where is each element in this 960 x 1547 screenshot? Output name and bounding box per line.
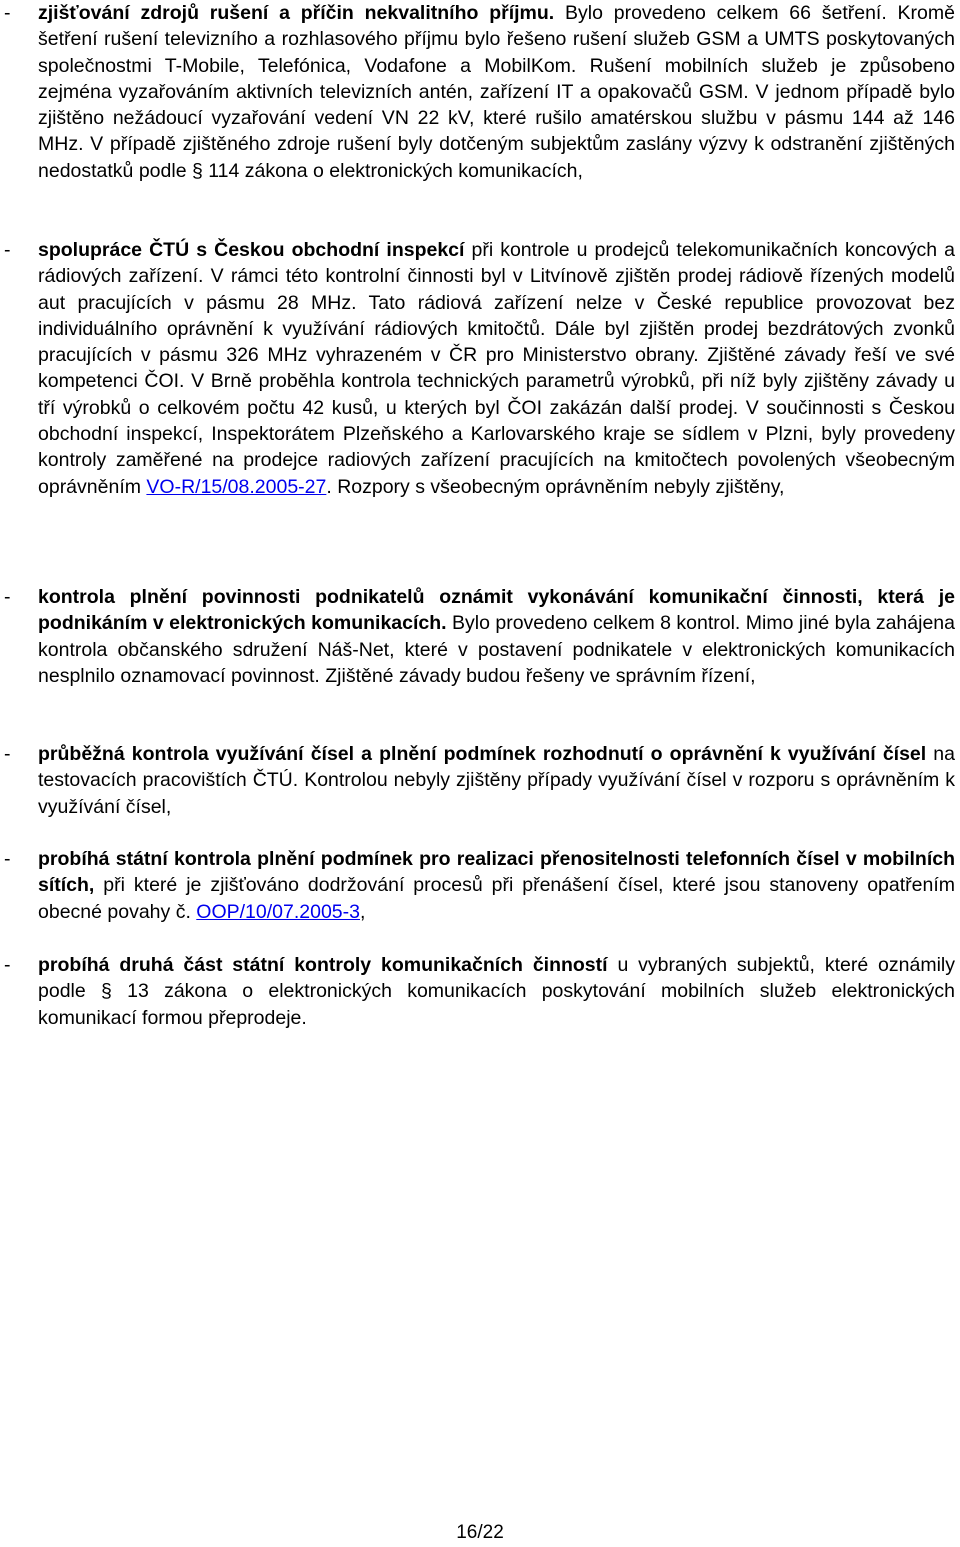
list-item — [0, 846, 960, 925]
item-heading: probíhá státní kontrola plnění podmínek pro realizaci přenositelnosti telefonních čísel v mobilních sítích, — [38, 848, 955, 897]
list-dash: - — [4, 239, 11, 261]
list-item — [0, 0, 960, 184]
item-heading: zjišťování zdrojů rušení a příčin nekvalitního příjmu. — [38, 2, 555, 24]
item-heading: probíhá druhá část státní kontroly komunikačních činností — [38, 954, 608, 976]
list-dash: - — [4, 2, 11, 24]
list-item — [0, 237, 960, 500]
item-body: Bylo provedeno celkem 66 šetření. Kromě šetření rušení televizního a rozhlasového příjmu bylo řešeno rušení služeb GSM a UMTS poskytovaných společnostmi T-Mobile, Telefónica, Vodafone a MobilKom. Rušení mobilních služeb je způsobeno zejména vyzařováním aktivních televizních antén, zařízení IT a opakovačů GSM. V jednom případě bylo zjištěno nežádoucí vyzařování vedení VN 22 kV, které rušilo amatérskou službu v pásmu 144 až 146 MHz. V případě zjištěného zdroje rušení byly dotčeným subjektům zaslány výzvy k odstranění zjištěných nedostatků podle § 114 zákona o elektronických komunikacích, — [38, 2, 955, 182]
item-heading: kontrola plnění povinnosti podnikatelů oznámit vykonávání komunikační činnosti, která je podnikáním v elektronických komunikacích. — [38, 586, 955, 635]
item-body-end: , — [359, 900, 366, 923]
list-item-text — [38, 584, 955, 689]
list-dash: - — [4, 954, 11, 976]
list-item-text — [38, 846, 955, 925]
item-body: na testovacích pracovištích ČTÚ. Kontrolou nebyly zjištěny případy využívání čísel v rozporu s oprávněním k využívání čísel, — [38, 743, 955, 818]
item-heading: spolupráce ČTÚ s Českou obchodní inspekcí — [38, 239, 465, 261]
regulation-link[interactable]: VO-R/15/08.2005-27 — [146, 475, 327, 498]
list-item-text — [38, 952, 955, 1031]
list-item — [0, 584, 960, 689]
list-item-text — [38, 237, 955, 500]
list-dash: - — [4, 848, 11, 870]
regulation-link[interactable]: OOP/10/07.2005-3 — [196, 900, 360, 923]
page-number: 16/22 — [456, 1522, 504, 1543]
list-dash: - — [4, 586, 11, 608]
item-heading: průběžná kontrola využívání čísel a plnění podmínek rozhodnutí o oprávnění k využívání čísel — [38, 743, 927, 765]
list-item — [0, 741, 960, 820]
item-body: při které je zjišťováno dodržování procesů při přenášení čísel, které jsou stanoveny opatřením obecné povahy č. — [38, 874, 955, 923]
list-item-text — [38, 741, 955, 820]
item-body: při kontrole u prodejců telekomunikačních koncových a rádiových zařízení. V rámci této kontrolní činnosti byl v Litvínově zjištěn prodej rádiově řízených modelů aut pracujících v pásmu 28 MHz. Tato rádiová zařízení nelze v České republice provozovat bez individuálního oprávnění k využívání rádiových kmitočtů. Dále byl zjištěn prodej bezdrátových zvonků pracujících v pásmu 326 MHz vyhrazeném v ČR pro Ministerstvo obrany. Zjištěné závady řeší ve své kompetenci ČOI. V Brně proběhla kontrola technických parametrů výrobků, při níž byly zjištěny závady u tří výrobků o celkovém počtu 42 kusů, u kterých byl ČOI zakázán další prodej. V součinnosti s Českou obchodní inspekcí, Inspektorátem Plzeňského a Karlovarského kraje se sídlem v Plzni, byly provedeny kontroly zaměřené na prodejce radiových zařízení pracujících na kmitočtech povolených všeobecným oprávněním — [38, 239, 955, 498]
list-item-text — [38, 0, 955, 184]
item-body: Bylo provedeno celkem 8 kontrol. Mimo jiné byla zahájena kontrola občanského sdružení Náš-Net, které v postavení podnikatele v elektronických komunikacích nesplnilo oznamovací povinnost. Zjištěné závady budou řešeny ve správním řízení, — [38, 612, 955, 687]
list-item — [0, 952, 960, 1031]
item-body: u vybraných subjektů, které oznámily podle § 13 zákona o elektronických komunikacích poskytování mobilních služeb elektronických komunikací formou přeprodeje. — [38, 954, 956, 1029]
item-body-end: . Rozpory s všeobecným oprávněním nebyly zjištěny, — [326, 475, 785, 498]
list-dash: - — [4, 743, 11, 765]
